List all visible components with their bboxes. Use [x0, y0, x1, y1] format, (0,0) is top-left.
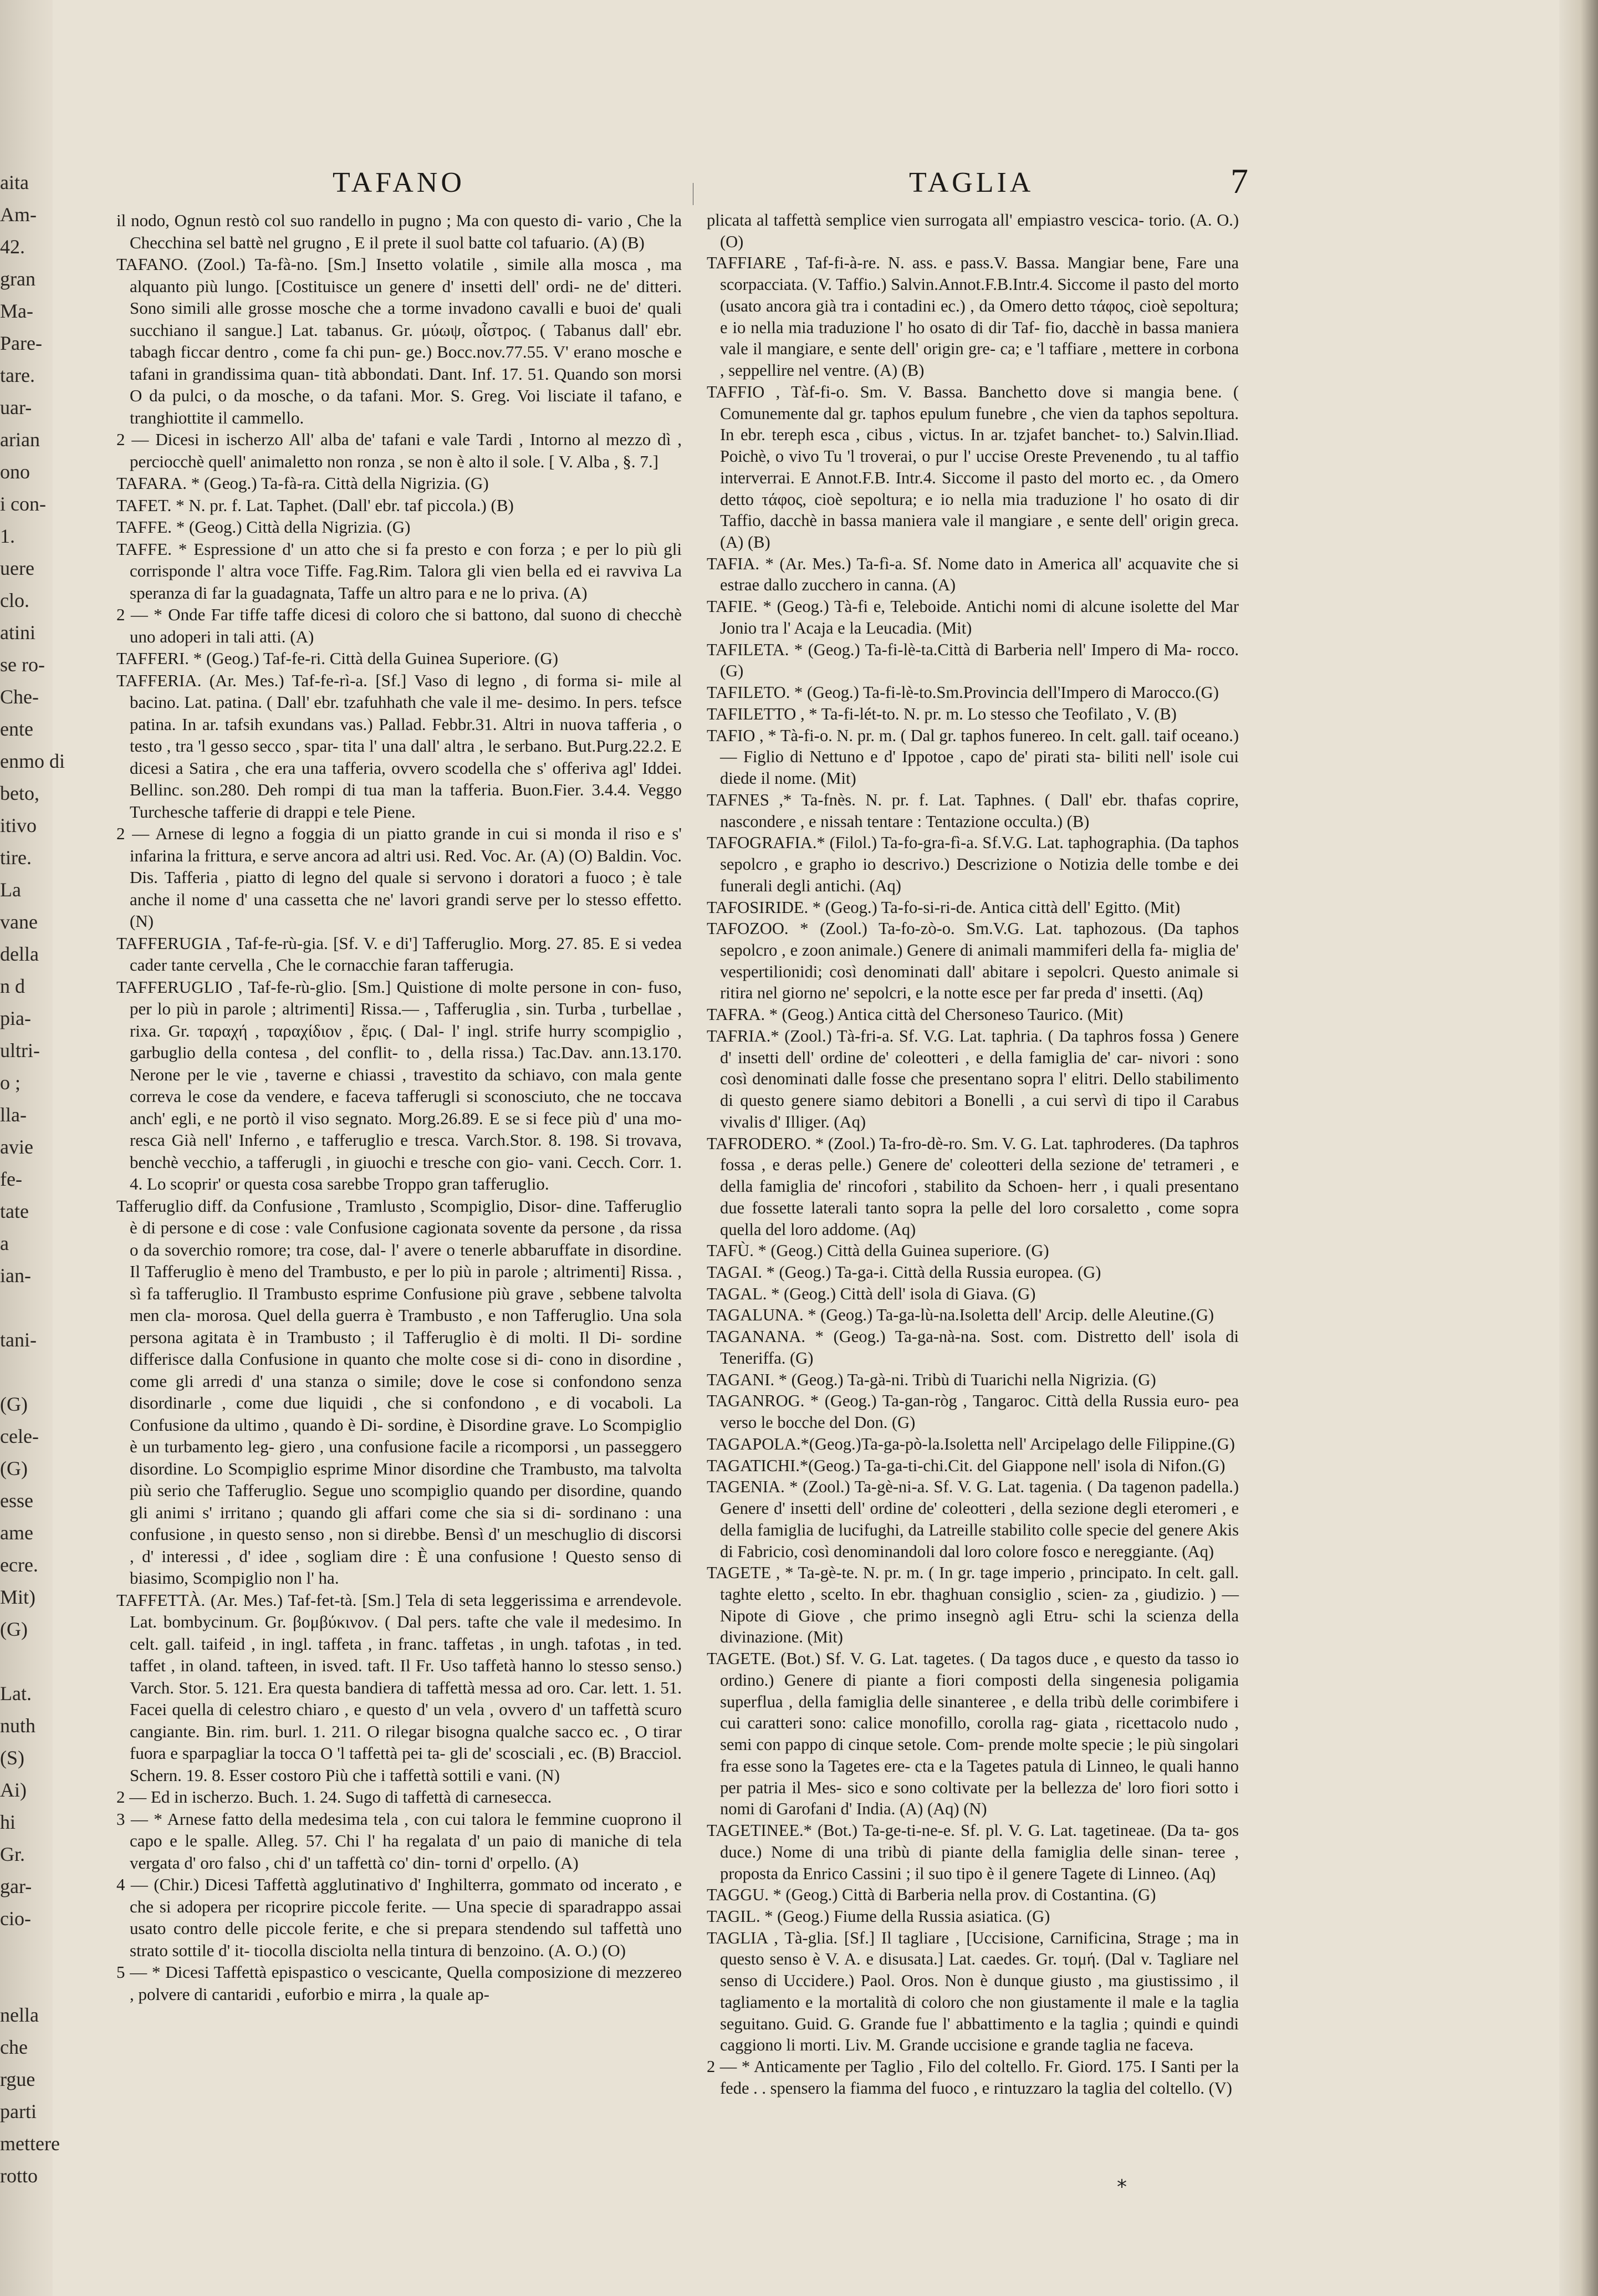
- margin-fragment: ente: [0, 718, 33, 740]
- dictionary-entry: TAFET. * N. pr. f. Lat. Taphet. (Dall' ebr. taf piccola.) (B): [116, 495, 514, 515]
- margin-fragment: [0, 1935, 51, 1967]
- signature-mark: *: [1117, 2176, 1127, 2198]
- dictionary-entry: il nodo, Ognun restò col suo randello in pugno ; Ma con questo di- vario , Che la Checchina sel battè nel grugno , E il prete il suol batte col tafuario. (A) (B): [116, 211, 682, 252]
- margin-fragment: ono: [0, 461, 30, 483]
- page-number: 7: [1231, 161, 1248, 201]
- margin-fragment: uar-: [0, 396, 32, 419]
- margin-fragment: mettere: [0, 2132, 60, 2155]
- right-column: [707, 210, 1239, 2099]
- dictionary-entry: TAFÙ. * (Geog.) Città della Guinea superiore. (G): [707, 1241, 1049, 1261]
- margin-fragment: a: [0, 1232, 9, 1254]
- margin-fragment: [0, 1292, 51, 1324]
- margin-fragment: [0, 1967, 51, 1999]
- margin-fragment: ultri-: [0, 1039, 40, 1062]
- dictionary-entry: 2 — * Anticamente per Taglio , Filo del coltello. Fr. Giord. 175. I Santi per la fede . . spensero la fiamma del fuoco , e rintuzzaro la taglia del coltello. (V): [707, 2057, 1239, 2098]
- margin-fragment: Ai): [0, 1779, 27, 1801]
- margin-fragment: beto,: [0, 782, 39, 804]
- dictionary-entry: TAFILETA. * (Geog.) Ta-fi-lè-ta.Città di Barberia nell' Impero di Ma- rocco. (G): [707, 640, 1239, 681]
- margin-fragment: aita: [0, 171, 29, 193]
- dictionary-entry: TAFNES ,* Ta-fnès. N. pr. f. Lat. Taphnes. ( Dall' ebr. thafas coprire, nascondere , e nissah tentare : Tentazione occulta.) (B): [707, 790, 1239, 831]
- dictionary-entry: TAFRIA.* (Zool.) Tà-fri-a. Sf. V.G. Lat. taphria. ( Da taphros fossa ) Genere d' insetti dell' ordine de' coleotteri , e della famiglia de' car- nivori : sono così denominati dalle fosse che presentano sopra l' elitri. Dello stabilimento di questo genere siamo debitori a Bonelli , a cui servì di tipo il Carabus vivalis d' Illiger. (Aq): [707, 1026, 1239, 1131]
- dictionary-entry: TAGETE. (Bot.) Sf. V. G. Lat. tagetes. ( Da tagos duce , e questo da tasso io ordino.) Genere di piante a fiori composti della singenesia poligamia superflua , della famiglia delle sinanteree , e della tribù delle corimbifere i cui caratteri sono: calice monofillo, corolla rag- giata , ricettacolo nudo , semi con pappo di cinque setole. Com- prende molte specie ; le più singolari fra esse sono la Tagetes ere- cta e la Tagetes patula di Linneo, le quali hanno per patria il Mes- sico e sono coltivate per la bellezza de' loro fiori sotto i nomi di Garofani d' India. (A) (Aq) (N): [707, 1649, 1239, 1819]
- margin-fragment: Am-: [0, 203, 37, 226]
- dictionary-entry: TAGETINEE.* (Bot.) Ta-ge-ti-ne-e. Sf. pl. V. G. Lat. tagetineae. (Da ta- gos duce.) Nome di una tribù di piante della famiglia delle sinan- teree , proposta da Enrico Cassini ; il suo tipo è il genere Tagete di Linneo. (Aq): [707, 1821, 1239, 1883]
- margin-fragment: arian: [0, 428, 40, 451]
- dictionary-entry: TAFFIARE , Taf-fi-à-re. N. ass. e pass.V. Bassa. Mangiar bene, Fare una scorpacciata. (V. Taffio.) Salvin.Annot.F.B.Intr.4. Siccome il pasto del morto (usato ancora già tra i contadini ec.) , da Omero detto τάφος, cioè sepoltura; e io nella mia traduzione l' ho osato di dir Taf- fio, dacchè in bassa maniera vale il mangiare, e sente dell' origin gre- ca; e 'l taffiare , mettere in corbona , seppellire nel ventre. (A) (B): [707, 253, 1239, 380]
- margin-fragment: n d: [0, 975, 25, 997]
- dictionary-entry: TAGAL. * (Geog.) Città dell' isola di Giava. (G): [707, 1284, 1036, 1303]
- dictionary-entry: TAFFERUGIA , Taf-fe-rù-gia. [Sf. V. e di'] Tafferuglio. Morg. 27. 85. E si vedea cader tante cervella , Che le cornacchie faran tafferugia.: [116, 933, 682, 974]
- margin-fragment: Lat.: [0, 1682, 32, 1705]
- dictionary-entry: plicata al taffettà semplice vien surrogata all' empiastro vescica- torio. (A. O.) (O): [707, 211, 1239, 251]
- page-edge-shadow: [1559, 0, 1598, 2296]
- dictionary-entry: TAGETE , * Ta-gè-te. N. pr. m. ( In gr. tage imperio , principato. In celt. gall. taghte eletto , scelto. In ebr. thaghuan consiglio , scien- za , giudizio. ) — Nipote di Giove , che primo insegnò agli Etru- schi la scienza della divinazione. (Mit): [707, 1563, 1239, 1647]
- margin-fragment: ame: [0, 1522, 33, 1544]
- margin-fragment: cele-: [0, 1425, 39, 1447]
- dictionary-entry: Tafferuglio diff. da Confusione , Tramlusto , Scompiglio, Disor- dine. Tafferuglio è di persone e di cose : vale Confusione cagionata sovente da persone , da rissa o da soverchio romore; tra cose, dal- l' avere o tenerle abbaruffate in disordine. Il Tafferuglio è meno del Trambusto, e per lo più in parole ; altrimenti] Rissa. , sì fa tafferuglio. Il Trambusto esprime Confusione più grave , sebbene talvolta men cla- morosa. Quel della guerra è Trambusto , e non Tafferuglio. Una sola persona agitata è in Trambusto ; il Tafferuglio è di molti. Il Di- sordine differisce dalla Confusione in quanto che molte cose si di- cono in disordine , come gli arredi d' una stanza o simile; dove le cose si confondono senza disordinarle , come due liquidi , che si confondono , e di vocaboli. La Confusione da ultimo , quando è Di- sordine, è Disordine grave. Lo Scompiglio è un turbamento leg- giero , una confusione facile a ricomporsi , un passeggero disordine. Lo Scompiglio esprime Minor disordine che Trambusto, ma talvolta più serio che Tafferuglio. Segue uno scompiglio quando per disordine, quando gli animi s' irritano ; quando gli affari come che sia si di- sordinano : una confusione , in questo senso , non si direbbe. Bensì d' un meschuglio di discorsi , d' interessi , d' idee , sogliam dire : È una confusione ! Questo senso di biasimo, Scompiglio non l' ha.: [116, 1196, 682, 1588]
- margin-fragment: clo.: [0, 589, 29, 611]
- margin-fragment: rgue: [0, 2068, 35, 2090]
- dictionary-entry: 4 — (Chir.) Dicesi Taffettà agglutinativo d' Inghilterra, gommato od incerato , e che si adopera per ricoprire piccole ferite. — Una specie di sparadrappo assai usato contro delle piccole ferite, e che si prepara stendendo sul taffettà uno strato sottile d' it- tiocolla disciolta nella tintura di benzoino. (A. O.) (O): [116, 1875, 682, 1960]
- margin-fragment: Mit): [0, 1586, 36, 1608]
- margin-fragment: tate: [0, 1200, 29, 1222]
- dictionary-entry: TAGALUNA. * (Geog.) Ta-ga-lù-na.Isoletta dell' Arcip. delle Aleutine.(G): [707, 1305, 1214, 1325]
- running-head-right: TAGLIA: [909, 167, 1034, 198]
- margin-fragment: (S): [0, 1747, 24, 1769]
- running-head-left: TAFANO: [333, 167, 465, 198]
- dictionary-entry: TAFARA. * (Geog.) Ta-fà-ra. Città della Nigrizia. (G): [116, 473, 489, 493]
- margin-fragment: Ma-: [0, 300, 33, 322]
- dictionary-entry: TAFFE. * Espressione d' un atto che si fa presto e con forza ; e per lo più gli corrisponde l' altra voce Tiffe. Fag.Rim. Talora gli vien bella ed ei ravviva La speranza di far la guadagnata, Taffe un altro para e ne lo priva. (A): [116, 539, 682, 603]
- margin-fragment: esse: [0, 1489, 33, 1512]
- previous-page-margin-fragments: [0, 166, 65, 2192]
- dictionary-entry: 2 — * Onde Far tiffe taffe dicesi di coloro che si battono, dal suono di checchè uno adoperi in tali atti. (A): [116, 605, 682, 646]
- margin-fragment: gar-: [0, 1875, 32, 1897]
- dictionary-entry: TAFOZOO. * (Zool.) Ta-fo-zò-o. Sm.V.G. Lat. taphozous. (Da taphos sepolcro , e zoon animale.) Genere di animali mammiferi della fa- miglia de' vespertilionidi; così denominati dall' abitare i sepolcri. Questo animale si ritira nel giorno ne' sepolcri, e la notte esce per far preda d' insetti. (Aq): [707, 919, 1239, 1003]
- margin-fragment: nuth: [0, 1715, 36, 1737]
- dictionary-entry: TAFFERIA. (Ar. Mes.) Taf-fe-rì-a. [Sf.] Vaso di legno , di forma si- mile al bacino. Lat. patina. ( Dall' ebr. tzafuhhath che vale il me- desimo. In pers. tefsce patina. In ar. tafsih exundans vas.) Pallad. Febbr.31. Altri in nuova tafferia , o testo , tra 'l gesso secco , spar- tita l' una dall' altra , le serbano. But.Purg.22.2. E dicesi a Satira , che era una tafferia, ovvero scodella che s' offeriva agl' Iddei. Bellinc. son.280. Deh rompi di tua man la tafferia. Buon.Fier. 3.4.4. Veggo Turchesche tafferie di drappi e tele Piene.: [116, 670, 682, 822]
- margin-fragment: atini: [0, 621, 35, 644]
- dictionary-entry: TAGANI. * (Geog.) Ta-gà-ni. Tribù di Tuarichi nella Nigrizia. (G): [707, 1370, 1156, 1389]
- margin-fragment: [0, 1356, 51, 1388]
- margin-fragment: o ;: [0, 1072, 21, 1094]
- dictionary-entry: TAFFE. * (Geog.) Città della Nigrizia. (G): [116, 517, 411, 537]
- dictionary-entry: TAFFETTÀ. (Ar. Mes.) Taf-fet-tà. [Sm.] Tela di seta leggerissima e arrendevole. Lat. bombycinum. Gr. βομβύκινον. ( Dal pers. tafte che vale il medesimo. In celt. gall. taifeid , in ingl. taffeta , in franc. taffetas , in ungh. tafotas , in ted. taffet , in oland. tafteen, in isved. taft. Il Fr. Uso taffetà hanno lo stesso senso.) Varch. Stor. 5. 121. Era questa bandiera di taffettà messa ad oro. Car. lett. 1. 51. Facei quella di celestro chiaro , e questo d' un vela , ovvero d' un taffettà scuro cangiante. Bin. rim. burl. 1. 211. O rilegar bisogna qualche sacco ec. , O tirar fuora e sparpagliar la tocca O 'l taffettà pei ta- gli de' scosciali , ec. (B) Bracciol. Schern. 19. 8. Esser costoro Più che i taffettà sottili e vani. (N): [116, 1590, 682, 1785]
- dictionary-entry: TAGATICHI.*(Geog.) Ta-ga-ti-chi.Cit. del Giappone nell' isola di Nifon.(G): [707, 1456, 1226, 1475]
- dictionary-entry: TAGGU. * (Geog.) Città di Barberia nella prov. di Costantina. (G): [707, 1885, 1156, 1905]
- margin-fragment: 1.: [0, 525, 15, 547]
- margin-fragment: uere: [0, 557, 34, 579]
- dictionary-entry: TAFRA. * (Geog.) Antica città del Chersoneso Taurico. (Mit): [707, 1005, 1124, 1024]
- dictionary-entry: TAGLIA , Tà-glia. [Sf.] Il tagliare , [Uccisione, Carnificina, Strage ; ma in questo senso è V. A. e disusata.] Lat. caedes. Gr. τομή. (Dal v. Tagliare nel senso di Uccidere.) Paol. Oros. Non è dunque giusto , ma giustissimo , il tagliamento e la mortalità di coloro che non giustamente il male e la taglia seguitano. Guid. G. Grande fue l' abbattimento e la taglia ; quindi e quindi caggiono li morti. Liv. M. Grande uccisione e grande taglia ne faceva.: [707, 1928, 1239, 2055]
- margin-fragment: che: [0, 2036, 28, 2058]
- margin-fragment: (G): [0, 1618, 28, 1640]
- dictionary-entry: TAFFIO , Tàf-fi-o. Sm. V. Bassa. Banchetto dove si mangia bene. ( Comunemente dal gr. taphos epulum funebre , che vien da taphos sepoltura. In ebr. tereph esca , cibus , victus. In ar. tzjafet banchet- to.) Salvin.Iliad. Poichè, o vivo Tu 'l troverai, o pur l' uccise Oreste Prevenendo , tu al taffio interverrai. E Annot.F.B. Intr.4. Siccome il pasto del morto ec. , da Omero detto τάφος, cioè sepoltura; e io nella mia traduzione l' ho osato di dir Taffio, dacchè in bassa maniera vale il mangiare , e sente dell' origin greca. (A) (B): [707, 382, 1239, 552]
- margin-fragment: rotto: [0, 2165, 38, 2187]
- dictionary-entry: TAGAI. * (Geog.) Ta-ga-i. Città della Russia europea. (G): [707, 1262, 1101, 1282]
- margin-fragment: vane: [0, 911, 38, 933]
- dictionary-entry: 2 — Arnese di legno a foggia di un piatto grande in cui si monda il riso e s' infarina la frittura, e serve ancora ad altri usi. Red. Voc. Ar. (A) (O) Baldin. Voc. Dis. Tafferia , piatto di legno del quale si servono i doratori a fuoco ; è tale anche il nome d' una cassetta che ne' lavori grandi serve per lo stesso effetto. (N): [116, 824, 682, 931]
- margin-fragment: i con-: [0, 493, 46, 515]
- dictionary-entry: 3 — * Arnese fatto della medesima tela , con cui talora le femmine cuoprono il capo e le spalle. Alleg. 57. Chi l' ha regalata d' un paio di maniche di tela vergata d' oro falso , chi d' un taffettà co' din- torni d' orpello. (A): [116, 1809, 682, 1872]
- dictionary-entry: 2 — Dicesi in ischerzo All' alba de' tafani e vale Tardi , Intorno al mezzo dì , perciocchè quell' animaletto non ronza , se non è alto il sole. [ V. Alba , §. 7.]: [116, 430, 682, 471]
- dictionary-entry: TAFILETTO , * Ta-fi-lét-to. N. pr. m. Lo stesso che Teofilato , V. (B): [707, 704, 1177, 723]
- dictionary-entry: 2 — Ed in ischerzo. Buch. 1. 24. Sugo di taffettà di carnesecca.: [116, 1787, 552, 1807]
- dictionary-entry: TAGAPOLA.*(Geog.)Ta-ga-pò-la.Isoletta nell' Arcipelago delle Filippine.(G): [707, 1434, 1235, 1453]
- margin-fragment: tare.: [0, 364, 35, 386]
- margin-fragment: La: [0, 879, 21, 901]
- dictionary-entry: TAFIE. * (Geog.) Tà-fi e, Teleboide. Antichi nomi di alcune isolette del Mar Jonio tra l' Acaja e la Leucadia. (Mit): [707, 597, 1239, 637]
- dictionary-entry: TAGANROG. * (Geog.) Ta-gan-ròg , Tangaroc. Città della Russia euro- pea verso le bocche del Don. (G): [707, 1391, 1239, 1432]
- left-column: [116, 210, 682, 2005]
- margin-fragment: avie: [0, 1136, 33, 1158]
- margin-fragment: Gr.: [0, 1843, 25, 1865]
- dictionary-entry: TAFILETO. * (Geog.) Ta-fi-lè-to.Sm.Provincia dell'Impero di Marocco.(G): [707, 683, 1219, 702]
- dictionary-entry: TAFANO. (Zool.) Ta-fà-no. [Sm.] Insetto volatile , simile alla mosca , ma alquanto più lungo. [Costituisce un genere d' insetti dell' ordi- ne de' ditteri. Sono simili alle grosse mosche che a torme invadono cavalli e buoi de' quali succhiano il sangue.] Lat. tabanus. Gr. μύωψ, οἶστρος. ( Tabanus dall' ebr. tabagh ficcar dentro , come fa chi pun- ge.) Bocc.nov.77.55. V' erano mosche e tafani in grandissima quan- tità abbondati. Dant. Inf. 17. 51. Quando son morsi O da pulci, o da mosche, o da tafani. Mor. S. Greg. Voi lisciate il tafano, e tranghiottite il cammello.: [116, 254, 682, 427]
- margin-fragment: ian-: [0, 1264, 31, 1287]
- margin-fragment: 42.: [0, 236, 25, 258]
- margin-fragment: (G): [0, 1457, 28, 1479]
- margin-fragment: nella: [0, 2004, 39, 2026]
- margin-fragment: Pare-: [0, 332, 42, 354]
- margin-fragment: se ro-: [0, 654, 45, 676]
- margin-fragment: ecre.: [0, 1554, 38, 1576]
- margin-fragment: tani-: [0, 1329, 37, 1351]
- margin-fragment: tire.: [0, 846, 32, 869]
- dictionary-entry: TAFOGRAFIA.* (Filol.) Ta-fo-gra-fì-a. Sf.V.G. Lat. taphographia. (Da taphos sepolcro , e grapho io descrivo.) Descrizione o Notizia delle tombe e dei funerali degli antichi. (Aq): [707, 833, 1239, 895]
- dictionary-entry: TAFIA. * (Ar. Mes.) Ta-fì-a. Sf. Nome dato in America all' acquavite che si estrae dallo zucchero in canna. (A): [707, 554, 1239, 595]
- margin-fragment: enmo di: [0, 750, 65, 772]
- dictionary-entry: TAFOSIRIDE. * (Geog.) Ta-fo-si-ri-de. Antica città dell' Egitto. (Mit): [707, 897, 1181, 917]
- margin-fragment: Che-: [0, 686, 39, 708]
- previous-page-gutter: [0, 0, 65, 2296]
- margin-fragment: hi: [0, 1811, 16, 1833]
- margin-fragment: lla-: [0, 1104, 27, 1126]
- dictionary-entry: TAFFERI. * (Geog.) Taf-fe-ri. Città della Guinea Superiore. (G): [116, 649, 559, 668]
- margin-fragment: itivo: [0, 814, 37, 836]
- margin-fragment: cio-: [0, 1907, 31, 1930]
- margin-fragment: della: [0, 943, 39, 965]
- dictionary-entry: TAFRODERO. * (Zool.) Ta-fro-dè-ro. Sm. V. G. Lat. taphroderes. (Da taphros fossa , e deras pelle.) Genere de' coleotteri della sezione de' tetrameri , e della famiglia de' rincofori , stabilito da Schoen- herr , i quali presentano due fossette laterali tanto sopra la pelle del loro corsaletto , come sopra quella del loro addome. (Aq): [707, 1134, 1239, 1239]
- margin-fragment: fe-: [0, 1168, 22, 1190]
- margin-fragment: parti: [0, 2100, 37, 2122]
- margin-fragment: gran: [0, 268, 35, 290]
- dictionary-entry: TAGENIA. * (Zool.) Ta-gè-ni-a. Sf. V. G. Lat. tagenia. ( Da tagenon padella.) Genere d' insetti dell' ordine de' coleotteri , della sezione degli eteromeri , e della famiglia de lucifughi, da Latreille stabilito colle specie del genere Akis di Fabricio, così denominandoli dal loro colore fosco e nereggiante. (Aq): [707, 1477, 1239, 1561]
- margin-fragment: pia-: [0, 1007, 31, 1029]
- dictionary-entry: TAGANANA. * (Geog.) Ta-ga-nà-na. Sost. com. Distretto dell' isola di Teneriffa. (G): [707, 1327, 1239, 1368]
- dictionary-entry: 5 — * Dicesi Taffettà epispastico o vescicante, Quella composizione di mezzereo , polvere di cantaridi , euforbio e mirra , la quale ap-: [116, 1962, 682, 2004]
- dictionary-entry: TAGIL. * (Geog.) Fiume della Russia asiatica. (G): [707, 1907, 1050, 1926]
- margin-fragment: [0, 1645, 51, 1677]
- dictionary-entry: TAFFERUGLIO , Taf-fe-rù-glio. [Sm.] Quistione di molte persone in con- fuso, per lo più in parole ; altrimenti] Rissa.— , Tafferuglia , sin. Turba , turbellae , rixa. Gr. ταραχή , ταραχίδιον , ἔρις. ( Dal- l' ingl. strife hurry scompiglio , garbuglio della contesa , del conflit- to , della rissa.) Tac.Dav. ann.13.170. Nerone per le vie , taverne e chiassi , travestito da schiavo, con mala gente correva le cose da vendere, e faceva tafferugli si sconosciuto, che ne toccava anch' egli, e ne portò il viso segnato. Morg.26.89. E se si fece più d' una mo- resca Già nell' Inferno , e tafferuglio e tresca. Varch.Stor. 8. 198. Si trovava, benchè vecchio, a tafferugli , in giuochi e tresche con gio- vani. Cecch. Corr. 1. 4. Lo scoprir' or questa cosa sarebbe Troppo gran tafferuglio.: [116, 977, 682, 1193]
- margin-fragment: (G): [0, 1393, 28, 1415]
- dictionary-entry: TAFIO , * Tà-fi-o. N. pr. m. ( Dal gr. taphos funereo. In celt. gall. taif oceano.) — Figlio di Nettuno e d' Ippotoe , capo de' pirati sta- biliti nell' isole cui diede il nome. (Mit): [707, 726, 1239, 788]
